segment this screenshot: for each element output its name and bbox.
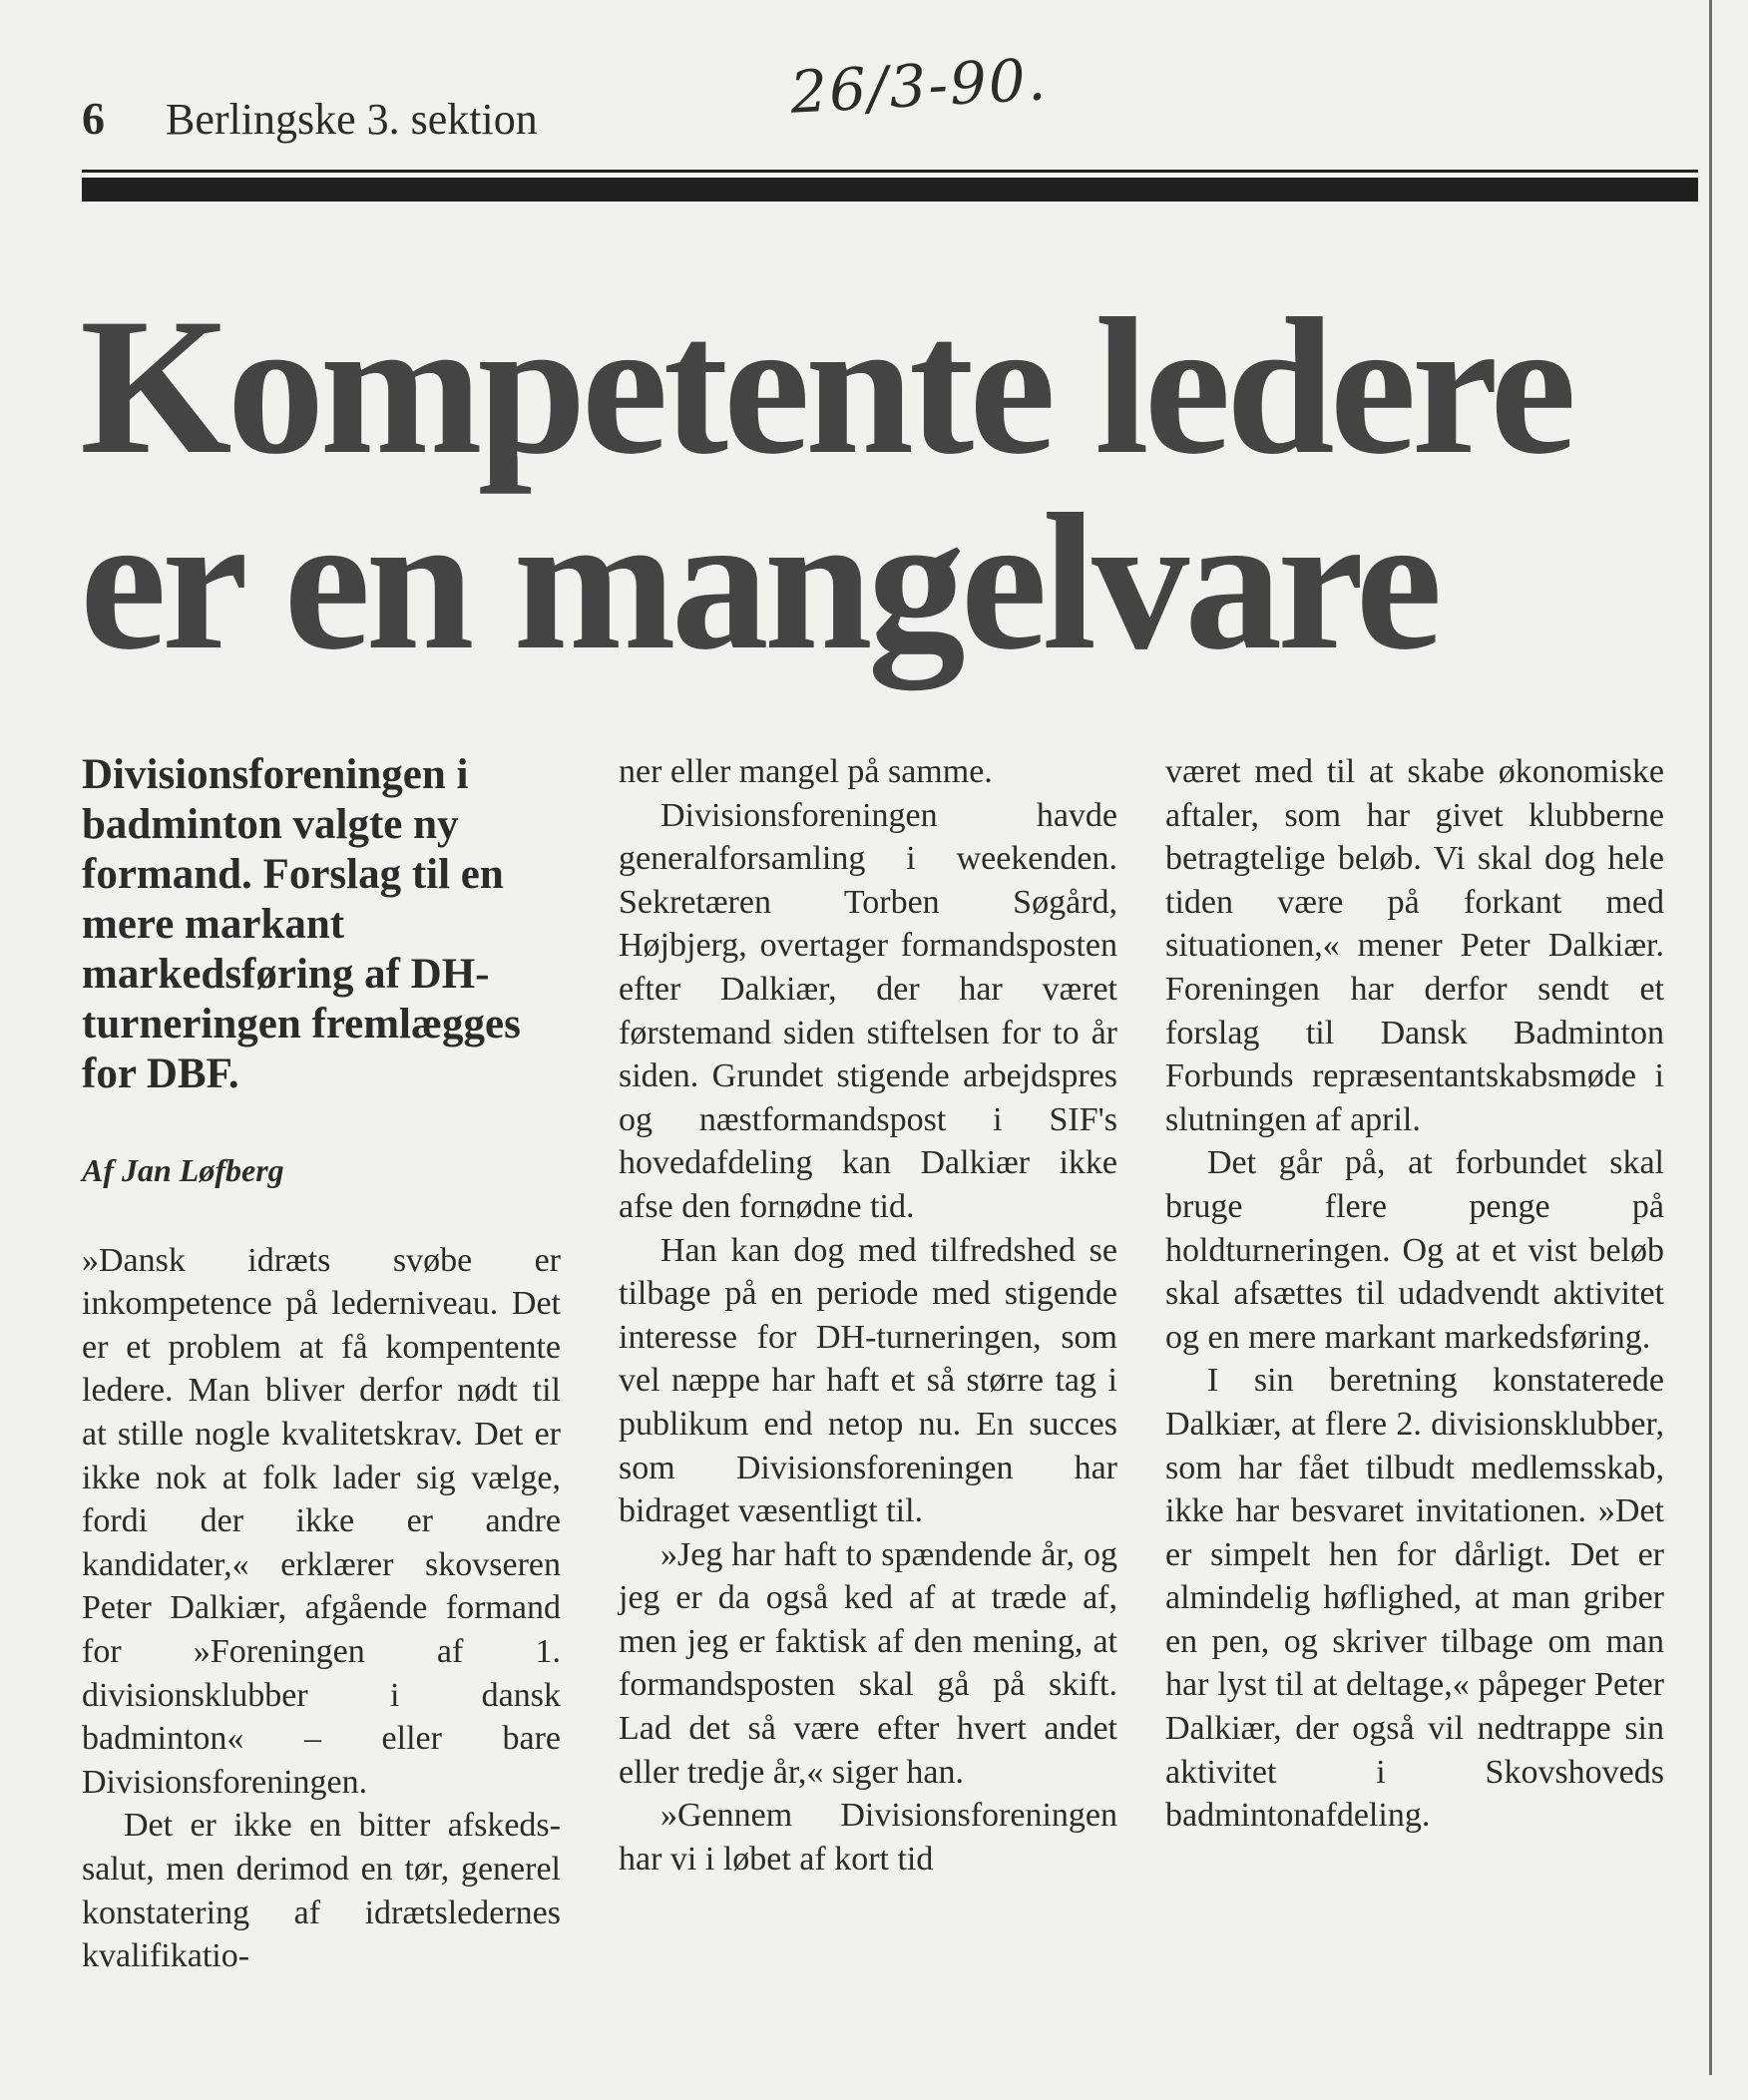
body-paragraph: Han kan dog med tilfredshed se tilbage på en periode med stigende interesse for DH-turneringen, som vel næppe har haft et så større tag i publikum end netop nu. En succes som Divisionsforeningen har bidraget væsentligt til. <box>619 1231 1117 1530</box>
body-paragraph: I sin beretning konstaterede Dalkiær, at flere 2. divisionsklubber, som har fået tilbudt medlemsskab, ikke har besvaret invitationen. »Det er simpelt hen for dårligt. Det er almindelig høflighed, at man griber en pen, og skriver tilbage om man har lyst til at deltage,« påpeger Peter Dalkiær, der også vil nedtrappe sin aktivitet i Skovshoveds badmintonafdeling. <box>1165 1362 1664 1835</box>
body-paragraph: været med til at skabe økonomiske aftaler, som har givet klubberne betragtelige beløb. Vi skal dog hele tiden være på forkant med situationen,« mener Peter Dalkiær. Foreningen har derfor sendt et forslag til Dansk Badminton Forbunds repræsentantskabsmøde i slutningen af april. <box>1165 753 1664 1138</box>
header-rule-thin <box>82 170 1698 173</box>
lead-paragraph: Divisionsforeningen i badminton valgte ny formand. Forslag til en mere markant markedsføring af DH-turneringen fremlægges for DBF. <box>82 751 521 1097</box>
page-number: 6 <box>82 93 105 144</box>
headline <box>80 278 1676 690</box>
column-1 <box>82 750 561 1978</box>
body-paragraph: »Jeg har haft to spændende år, og jeg er da også ked af at træde af, men jeg er faktisk af den mening, at formandsposten skal gå på skift. Lad det så være efter hvert andet eller tredje år,« siger han. <box>619 1535 1117 1791</box>
handwritten-date: 26/3-90. <box>788 45 1050 127</box>
headline-line-2: er en mangelvare <box>80 474 1438 690</box>
page-header <box>82 45 1698 172</box>
header-rule <box>82 178 1698 202</box>
body-paragraph: »Dansk idræts svøbe er inkompetence på lederniveau. Det er et problem at få kompentente ledere. Man bliver derfor nødt til at stille nogle kvalitetskrav. Det er ikke nok at folk lader sig vælge, fordi der ikke er andre kandidater,« erklærer skovseren Peter Dalkiær, afgående formand for »Foreningen af 1. divisionsklubber i dansk badminton« – eller bare Divisionsforeningen. <box>82 1241 561 1801</box>
column-3 <box>1165 750 1664 1838</box>
body-paragraph: Divisionsforeningen havde generalforsamling i weekenden. Sekretæren Torben Søgård, Højbjerg, overtager formandsposten efter Dalkiær, der har været førstemand siden stiftelsen for to år siden. Grundet stigende arbejdspres og næstformandspost i SIF's hovedafdeling kan Dalkiær ikke afse den fornødne tid. <box>619 796 1117 1225</box>
body-paragraph: »Gennem Divisionsforeningen har vi i løbet af kort tid <box>619 1797 1117 1878</box>
headline-line-1: Kompetente ledere <box>80 278 1572 495</box>
body-paragraph: ner eller mangel på samme. <box>619 753 993 790</box>
body-paragraph: Det er ikke en bitter afskeds-salut, men derimod en tør, generel konstatering af idrætsledernes kvalifikatio- <box>82 1807 561 1975</box>
section-title: Berlingske 3. sektion <box>166 95 538 144</box>
body-paragraph: Det går på, at forbundet skal bruge flere penge på holdturneringen. Og at et vist beløb skal afsættes til udadvendt aktivitet og en mere markant markedsføring. <box>1165 1144 1664 1356</box>
clipping-edge-line <box>1709 0 1712 2075</box>
column-2 <box>619 750 1117 1881</box>
byline: Af Jan Løfberg <box>82 1152 284 1188</box>
